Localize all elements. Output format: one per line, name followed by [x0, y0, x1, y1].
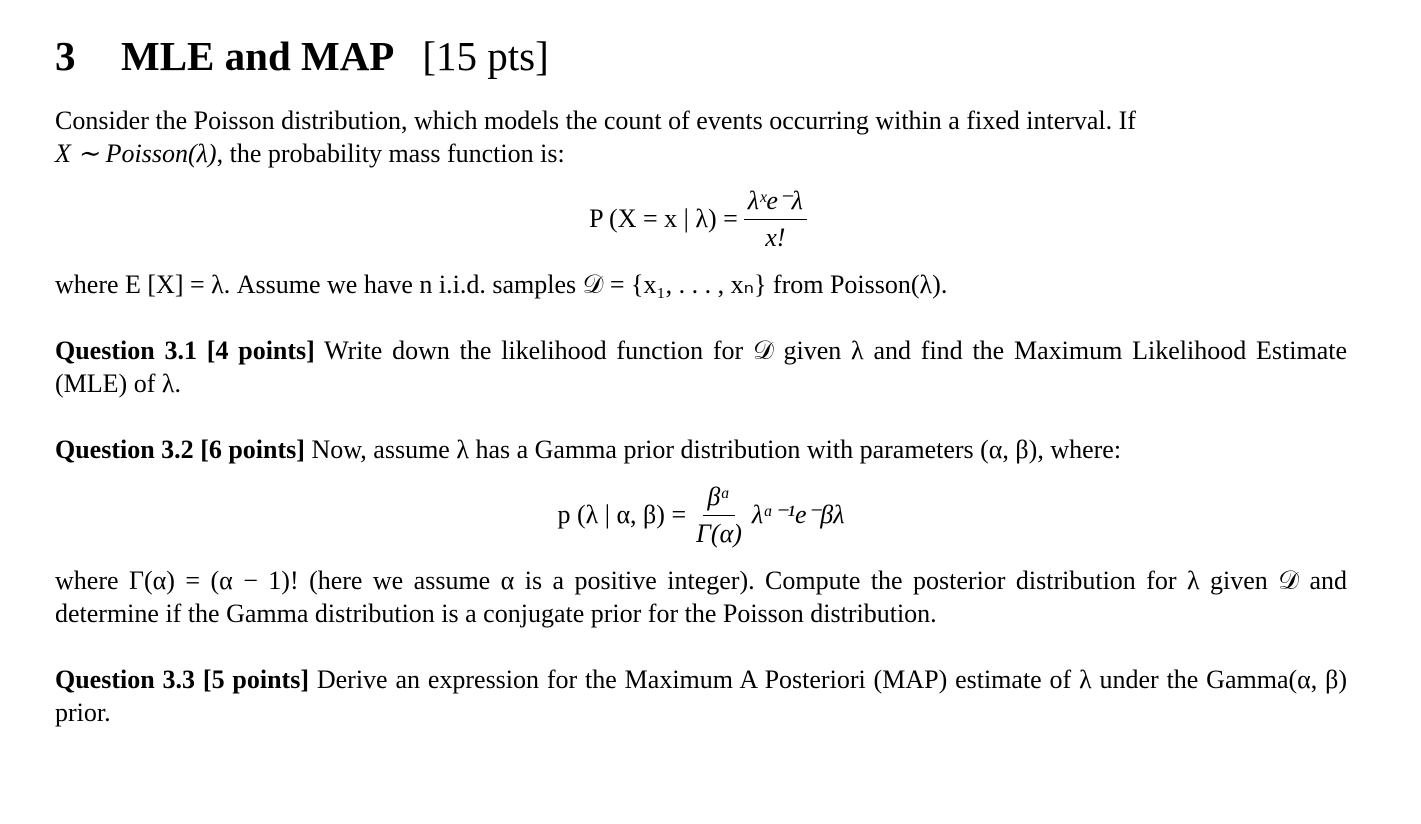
- section-points: [15 pts]: [422, 33, 549, 79]
- eq1-fraction: [744, 186, 807, 253]
- question-3-3-text: Derive an expression for the Maximum A Posteriori (MAP) estimate of λ under the Gamma(α, β) prior.: [55, 665, 1348, 727]
- intro-paragraph: [55, 104, 1347, 170]
- eq1-numerator: λˣe⁻λ: [744, 186, 807, 220]
- eq2-lhs: p (λ | α, β) =: [557, 500, 687, 529]
- question-3-1-text: Write down the likelihood function for 𝒟 given λ and find the Maximum Likelihood Estimate (MLE) of λ.: [55, 336, 1347, 398]
- eq1-lhs: P (X = x | λ) =: [589, 204, 738, 233]
- question-3-3-points: [5 points]: [202, 665, 309, 694]
- document-page: [55, 30, 1347, 729]
- samples-paragraph: where E [X] = λ. Assume we have n i.i.d. samples 𝒟 = {x₁, . . . , xₙ} from Poisson(λ).: [55, 270, 948, 299]
- question-3-1-label: Question 3.1: [55, 336, 197, 365]
- question-3-1: [55, 334, 1347, 400]
- question-3-3: [55, 663, 1347, 729]
- question-3-3-label: Question 3.3: [55, 665, 196, 694]
- eq2-fraction: [692, 482, 746, 549]
- question-3-2-label: Question 3.2: [55, 435, 194, 464]
- poisson-pmf-equation: [55, 178, 1347, 260]
- intro-line-2: , the probability mass function is:: [216, 139, 565, 168]
- eq2-denominator: Γ(α): [696, 518, 742, 548]
- section-heading: [55, 30, 1347, 82]
- intro-line-1: Consider the Poisson distribution, which models the count of events occurring within a fixed interval. If: [55, 106, 1136, 135]
- intro-math: X ∼ Poisson(λ): [55, 139, 217, 168]
- section-title: MLE and MAP: [121, 33, 395, 79]
- question-3-2-points: [6 points]: [200, 435, 305, 464]
- eq1-denominator: x!: [765, 222, 786, 252]
- posterior-paragraph: where Γ(α) = (α − 1)! (here we assume α is a positive integer). Compute the posterior distribution for λ given 𝒟 and determine if the Gamma distribution is a conjugate prior for the Poisson distribution.: [55, 566, 1347, 628]
- question-3-1-points: [4 points]: [206, 336, 315, 365]
- question-3-2-text: Now, assume λ has a Gamma prior distribution with parameters (α, β), where:: [304, 435, 1122, 464]
- eq2-numerator: βᵅ: [703, 482, 734, 516]
- section-number: 3: [55, 33, 76, 79]
- question-3-2: [55, 433, 1347, 466]
- gamma-prior-equation: [55, 474, 1347, 556]
- eq2-tail: λᵅ⁻¹e⁻βλ: [751, 500, 845, 529]
